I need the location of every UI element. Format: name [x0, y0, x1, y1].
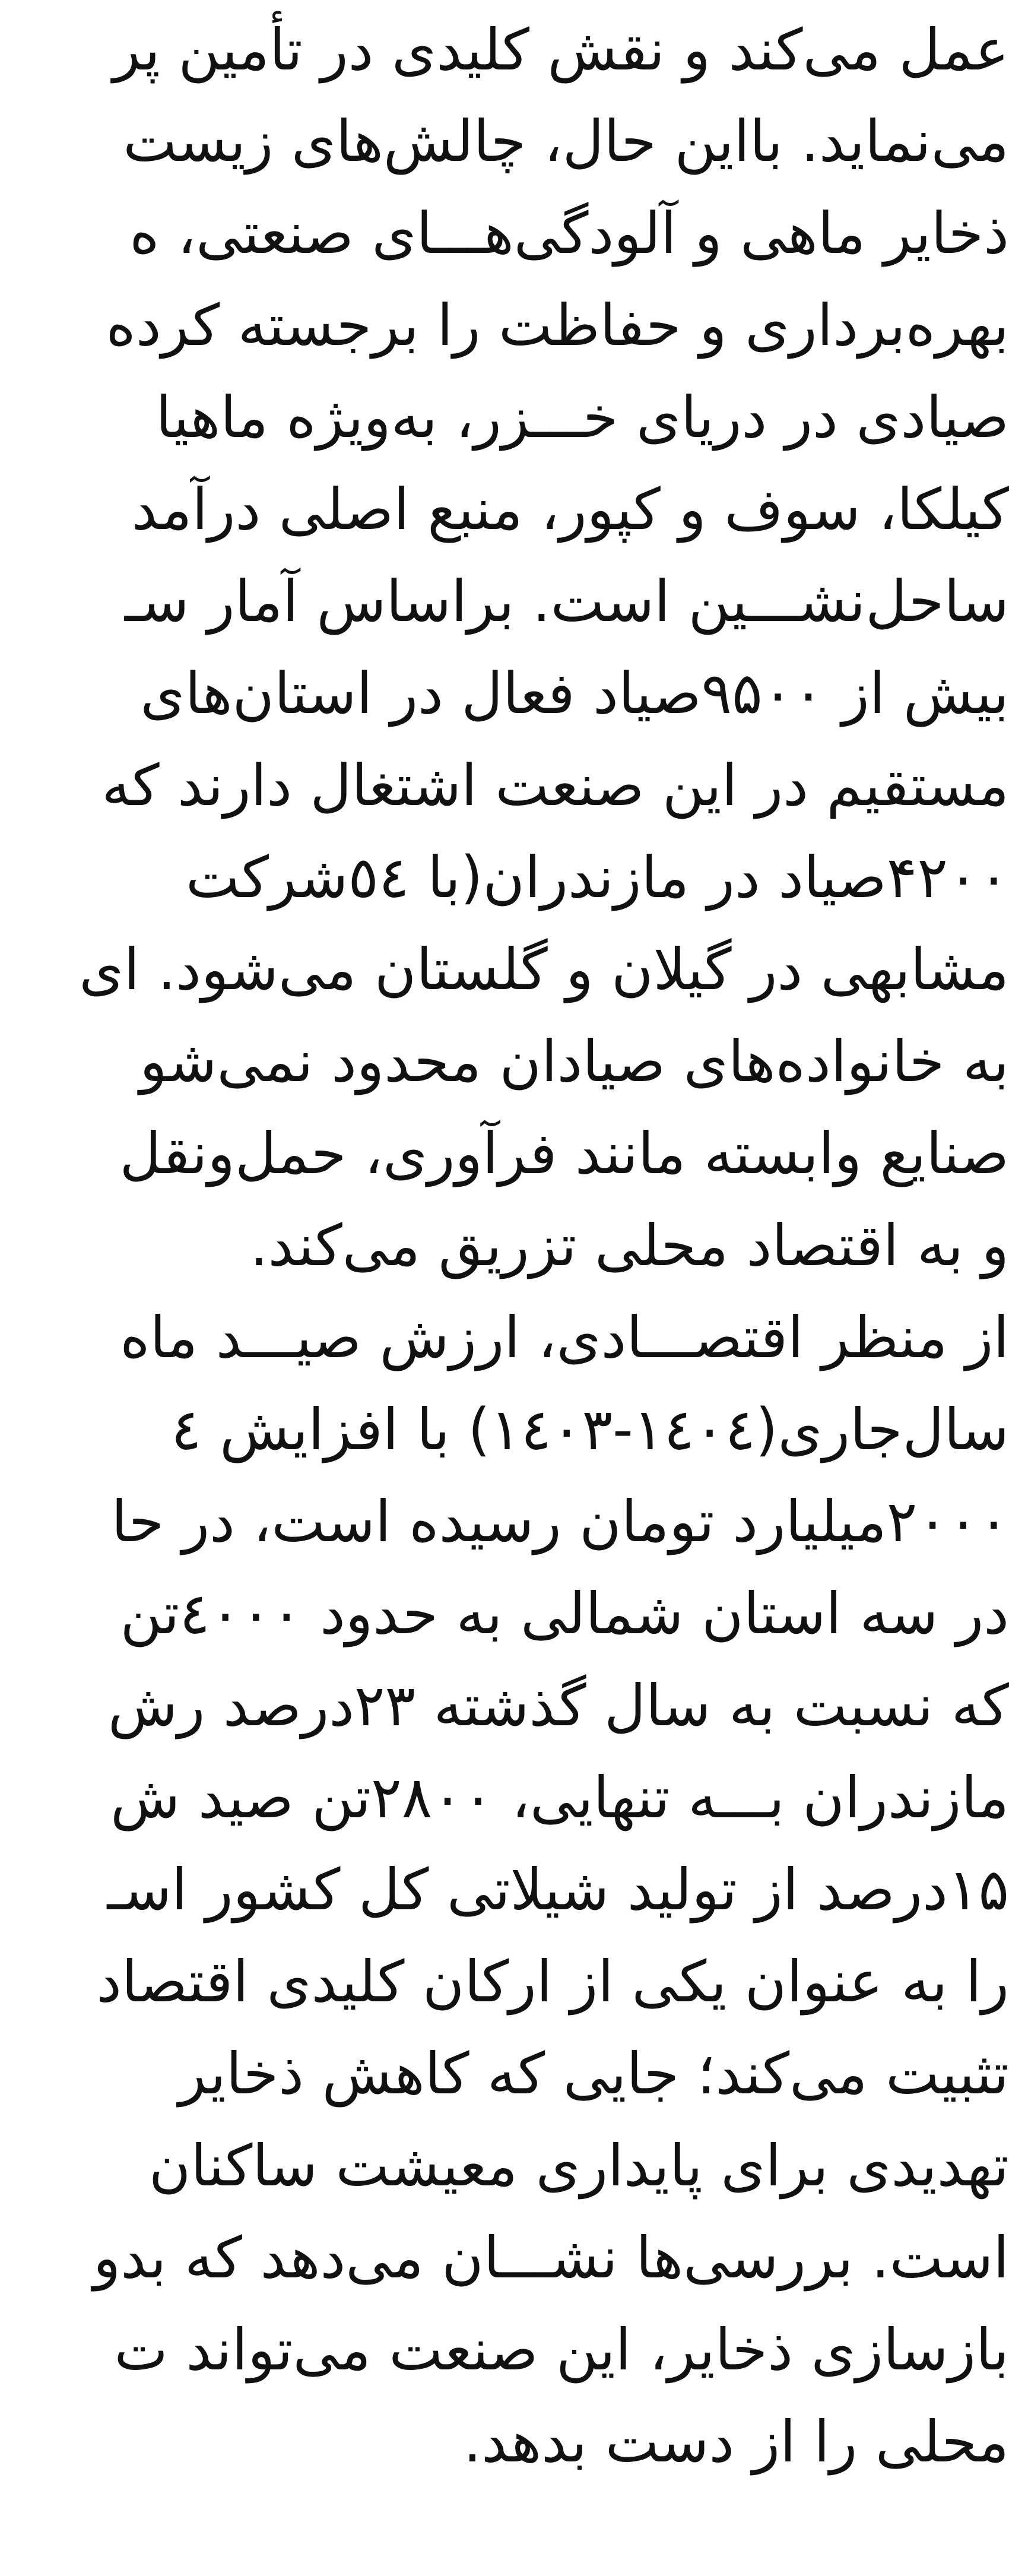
- article-line: می‌نماید. بااین حال، چالش‌های زیست: [123, 108, 1009, 175]
- article-line: مشابهی در گیلان و گلستان می‌شود. ای: [79, 936, 1009, 1003]
- article-line: مازندران بـــه تنهایی، ۲۸۰۰تن صید ش: [110, 1764, 1009, 1831]
- article-line: صنایع وابسته مانند فرآوری، حمل‌ونقل: [119, 1120, 1009, 1187]
- article-line: ذخایر ماهی و آلودگی‌هـــای صنعتی، ه: [129, 200, 1009, 267]
- article-line: ۲۰۰۰میلیارد تومان رسیده است، در حا: [111, 1488, 1009, 1555]
- article-line: تهدیدی برای پایداری معیشت ساکنان: [148, 2133, 1009, 2199]
- article-line: را به عنوان یکی از ارکان کلیدی اقتصاد: [96, 1948, 1009, 2015]
- article-line: است. بررسی‌ها نشـــان می‌دهد که بدو: [93, 2225, 1009, 2291]
- article-line: ساحل‌نشـــین است. براساس آمار سـ: [125, 568, 1009, 635]
- article-line: بیش از ۹۵۰۰صیاد فعال در استان‌های: [140, 660, 1009, 727]
- article-line: که نسبت به سال گذشته ۲۳درصد رش: [107, 1672, 1009, 1739]
- article-line: به خانواده‌های صیادان محدود نمی‌شو: [139, 1028, 1009, 1095]
- article-line: در سه استان شمالی به حدود ٤۰۰۰تن: [120, 1580, 1009, 1647]
- article-line: محلی را از دست بدهد.: [463, 2409, 1009, 2475]
- article-line: و به اقتصاد محلی تزریق می‌کند.: [250, 1212, 1009, 1279]
- article-line: عمل می‌کند و نقش کلیدی در تأمین پر: [113, 17, 1009, 83]
- article-line: سال‌جاری(۱٤۰٤-۱٤۰۳) با افزایش ٤: [171, 1396, 1009, 1463]
- article-line: مستقیم در این صنعت اشتغال دارند که: [101, 752, 1009, 819]
- article-line: بهره‌برداری و حفاظت را برجسته کرده: [106, 292, 1009, 359]
- article-line: ۱۵درصد از تولید شیلاتی کل کشور اسـ: [107, 1856, 1009, 1923]
- article-line: بازسازی ذخایر، این صنعت می‌تواند ت: [114, 2317, 1009, 2383]
- article-line: صیادی در دریای خـــزر، به‌ویژه ماهیا: [156, 384, 1009, 451]
- article-line: کیلکا، سوف و کپور، منبع اصلی درآمد: [131, 476, 1009, 543]
- article-line: تثبیت می‌کند؛ جایی که کاهش ذخایر: [179, 2040, 1009, 2107]
- article-line: ۴۲۰۰صیاد در مازندران(با ٥٤شرکت: [186, 844, 1009, 911]
- article-line: از منظر اقتصـــادی، ارزش صیـــد ماه: [120, 1304, 1009, 1371]
